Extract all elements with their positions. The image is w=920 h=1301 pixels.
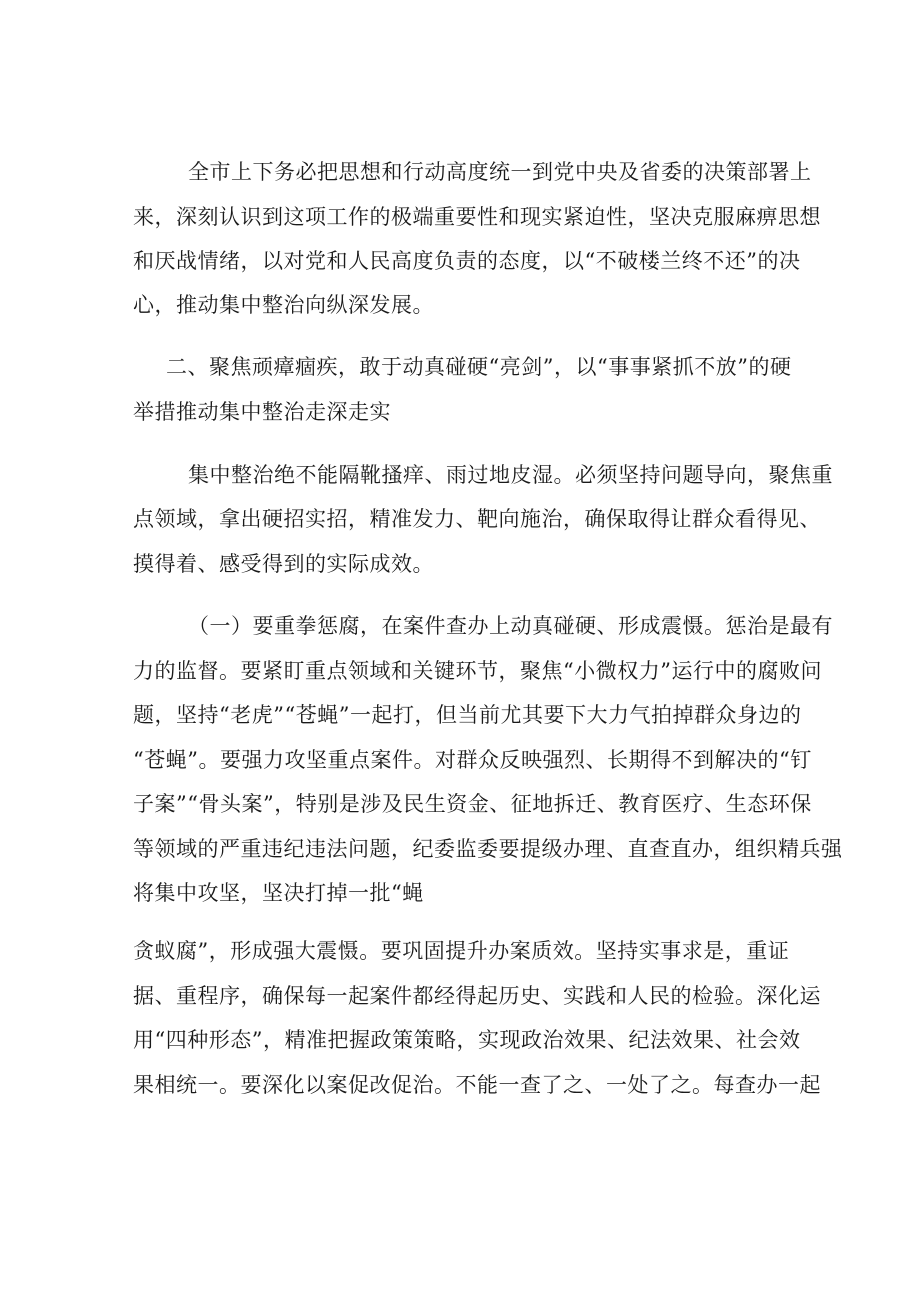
paragraph-3-line-3: 题，坚持“老虎”“苍蝇”一起打，但当前尤其要下大力气拍掉群众身边的 (133, 703, 802, 727)
paragraph-3-line-5: 子案”“骨头案”，特别是涉及民生资金、征地拆迁、教育医疗、生态环保 (133, 792, 812, 816)
paragraph-4-line-2: 据、重程序，确保每一起案件都经得起历史、实践和人民的检验。深化运 (133, 984, 821, 1008)
paragraph-1-line-1: 全市上下务必把思想和行动高度统一到党中央及省委的决策部署上 (188, 160, 812, 184)
paragraph-1-line-4: 心，推动集中整治向纵深发展。 (133, 293, 434, 317)
paragraph-4-line-4: 果相统一。要深化以案促改促治。不能一查了之、一处了之。每查办一起 (133, 1073, 821, 1097)
paragraph-1-line-2: 来，深刻认识到这项工作的极端重要性和现实紧迫性，坚决克服麻痹思想 (133, 205, 821, 229)
paragraph-2-line-2: 点领域，拿出硬招实招，精准发力、靶向施治，确保取得让群众看得见、 (133, 507, 821, 531)
paragraph-3-line-2: 力的监督。要紧盯重点领域和关键环节，聚焦“小微权力”运行中的腐败问 (133, 659, 822, 683)
paragraph-4-line-1: 贪蚁腐”，形成强大震慑。要巩固提升办案质效。坚持实事求是，重证 (133, 939, 790, 963)
section-heading-line-2: 举措推动集中整治走深走实 (133, 400, 391, 424)
paragraph-2-line-3: 摸得着、感受得到的实际成效。 (133, 552, 434, 576)
paragraph-3-line-1: （一）要重拳惩腐，在案件查办上动真碰硬、形成震慑。惩治是最有 (188, 614, 833, 638)
section-heading-line-1: 二、聚焦顽瘴痼疾，敢于动真碰硬“亮剑”，以“事事紧抓不放”的硬 (166, 355, 792, 379)
paragraph-3-line-7: 将集中攻坚，坚决打掉一批“蝇 (133, 881, 424, 905)
paragraph-4-line-3: 用“四种形态”，精准把握政策策略，实现政治效果、纪法效果、社会效 (133, 1028, 801, 1052)
paragraph-3-line-4: “苍蝇”。要强力攻坚重点案件。对群众反映强烈、长期得不到解决的“钉 (133, 748, 812, 772)
paragraph-2-line-1: 集中整治绝不能隔靴搔痒、雨过地皮湿。必须坚持问题导向，聚焦重 (188, 463, 833, 487)
paragraph-1-line-3: 和厌战情绪，以对党和人民高度负责的态度，以“不破楼兰终不还”的决 (133, 249, 801, 273)
paragraph-3-line-6: 等领域的严重违纪违法问题，纪委监委要提级办理、直查直办，组织精兵强 (133, 837, 843, 861)
